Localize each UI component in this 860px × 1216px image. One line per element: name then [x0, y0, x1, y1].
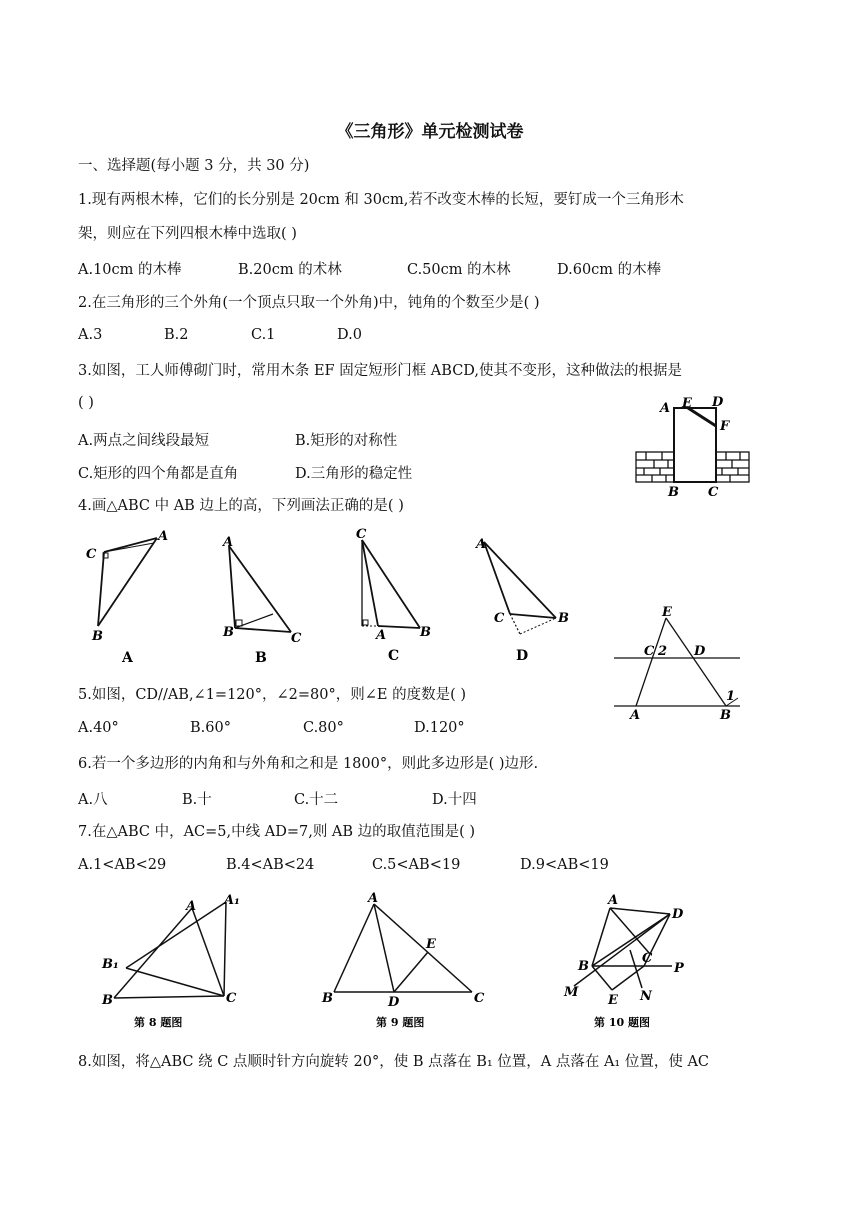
q5-label-1: 1 [726, 689, 736, 704]
q5-parallel-lines-figure [610, 604, 745, 722]
q3-option-d: D.三角形的稳定性 [295, 466, 413, 482]
q4-choice-c: C [388, 648, 400, 664]
fig8-caption: 第 8 题图 [134, 1016, 183, 1029]
q3-text-line1: 3.如图，工人师傅砌门时，常用木条 EF 固定短形门框 ABCD,使其不变形，这种做法的根据是 [78, 363, 683, 379]
fig9-label-b: B [322, 991, 333, 1006]
q7-option-b: B.4<AB<24 [226, 857, 315, 873]
q3-option-a: A.两点之间线段最短 [78, 433, 210, 449]
q2-text-line1: 2.在三角形的三个外角(一个顶点只取一个外角)中，钝角的个数至少是( ) [78, 295, 540, 311]
q4b-label-c: C [291, 631, 302, 646]
fig9-caption: 第 9 题图 [376, 1016, 425, 1029]
q5-label-c: C [644, 644, 655, 659]
fig10-geometry-figure [560, 890, 700, 1032]
fig10-label-m: M [564, 985, 579, 1000]
q3-door-frame-figure [630, 394, 755, 500]
q4-text-line1: 4.画△ABC 中 AB 边上的高，下列画法正确的是( ) [78, 498, 404, 514]
fig10-label-n: N [640, 989, 652, 1004]
section-heading: 一、选择题(每小题 3 分，共 30 分) [78, 158, 310, 174]
fig10-label-d: D [672, 907, 684, 922]
q6-option-a: A.八 [78, 792, 108, 808]
fig10-caption: 第 10 题图 [594, 1016, 650, 1029]
q3-label-e: E [682, 396, 692, 411]
q2-option-a: A.3 [78, 327, 103, 343]
q5-option-d: D.120° [414, 720, 465, 736]
q4d-label-b: B [558, 611, 569, 626]
fig10-label-e: E [608, 993, 618, 1008]
q1-text-line2: 架，则应在下列四根木棒中选取( ) [78, 226, 297, 242]
q3-option-b: B.矩形的对称性 [295, 433, 398, 449]
fig8-label-a1: A₁ [224, 893, 240, 908]
fig10-label-b: B [578, 959, 589, 974]
q1-option-b: B.20cm 的术林 [238, 262, 342, 278]
q3-label-b: B [668, 485, 679, 500]
fig10-label-a: A [608, 893, 619, 908]
q4-figure-a [84, 528, 179, 668]
q3-label-f: F [720, 419, 730, 434]
q3-label-d: D [712, 395, 724, 410]
fig10-label-p: P [674, 961, 684, 976]
q4-figure-c [348, 526, 443, 668]
fig8-label-a: A [186, 899, 197, 914]
q4b-label-b: B [223, 625, 234, 640]
fig10-label-c: C [642, 951, 653, 966]
q2-option-c: C.1 [251, 327, 276, 343]
q4d-label-a: A [476, 537, 487, 552]
q5-option-a: A.40° [78, 720, 119, 736]
q6-option-b: B.十 [182, 792, 212, 808]
q5-option-b: B.60° [190, 720, 231, 736]
q4a-label-a: A [158, 529, 169, 544]
fig8-label-c: C [226, 991, 237, 1006]
q3-option-c: C.矩形的四个角都是直角 [78, 466, 239, 482]
fig9-label-d: D [388, 995, 400, 1010]
q7-option-c: C.5<AB<19 [372, 857, 461, 873]
q4-choice-b: B [255, 650, 267, 666]
q6-option-d: D.十四 [432, 792, 477, 808]
q7-option-d: D.9<AB<19 [520, 857, 609, 873]
q4a-label-c: C [86, 547, 97, 562]
fig8-label-b1: B₁ [102, 957, 119, 972]
q3-label-a: A [660, 401, 671, 416]
fig8-label-b: B [102, 993, 113, 1008]
fig9-label-e: E [426, 937, 436, 952]
q4-choice-d: D [516, 648, 529, 664]
q4c-label-a: A [376, 628, 387, 643]
q2-option-d: D.0 [337, 327, 362, 343]
page-title: 《三角形》单元检测试卷 [336, 122, 524, 142]
q4b-label-a: A [223, 535, 234, 550]
q6-option-c: C.十二 [294, 792, 339, 808]
q5-option-c: C.80° [303, 720, 344, 736]
q4-choice-a: A [122, 650, 133, 666]
q7-option-a: A.1<AB<29 [78, 857, 167, 873]
fig9-triangle-figure [320, 890, 495, 1032]
q3-text-line2: ( ) [78, 395, 94, 411]
fig9-label-c: C [474, 991, 485, 1006]
q4-figure-b [215, 528, 315, 668]
q4c-label-c: C [356, 527, 367, 542]
q5-label-b: B [720, 708, 731, 722]
q5-label-d: D [694, 644, 706, 659]
q5-text-line1: 5.如图，CD//AB,∠1=120°，∠2=80°，则∠E 的度数是( ) [78, 687, 467, 703]
q1-text-line1: 1.现有两根木棒，它们的长分别是 20cm 和 30cm,若不改变木棒的长短，要钉成一个三角形木 [78, 192, 684, 208]
q3-label-c: C [708, 485, 719, 500]
fig8-rotation-figure [96, 890, 256, 1032]
q8-text-line1: 8.如图，将△ABC 绕 C 点顺时针方向旋转 20°，使 B 点落在 B₁ 位置，A 点落在 A₁ 位置，使 AC [78, 1054, 710, 1070]
q2-option-b: B.2 [164, 327, 189, 343]
q4a-label-b: B [92, 629, 103, 644]
q4c-label-b: B [420, 625, 431, 640]
q6-text-line1: 6.若一个多边形的内角和与外角和之和是 1800°，则此多边形是( )边形. [78, 756, 539, 772]
q4d-label-c: C [494, 611, 505, 626]
q5-label-2: 2 [658, 644, 668, 659]
q1-option-a: A.10cm 的木棒 [78, 262, 182, 278]
q7-text-line1: 7.在△ABC 中，AC=5,中线 AD=7,则 AB 边的取值范围是( ) [78, 824, 476, 840]
q4-figure-d [472, 530, 582, 668]
q1-option-d: D.60cm 的木棒 [557, 262, 662, 278]
fig9-label-a: A [368, 891, 379, 906]
q1-option-c: C.50cm 的木林 [407, 262, 511, 278]
q5-label-a: A [630, 708, 641, 722]
q5-label-e: E [662, 605, 672, 620]
